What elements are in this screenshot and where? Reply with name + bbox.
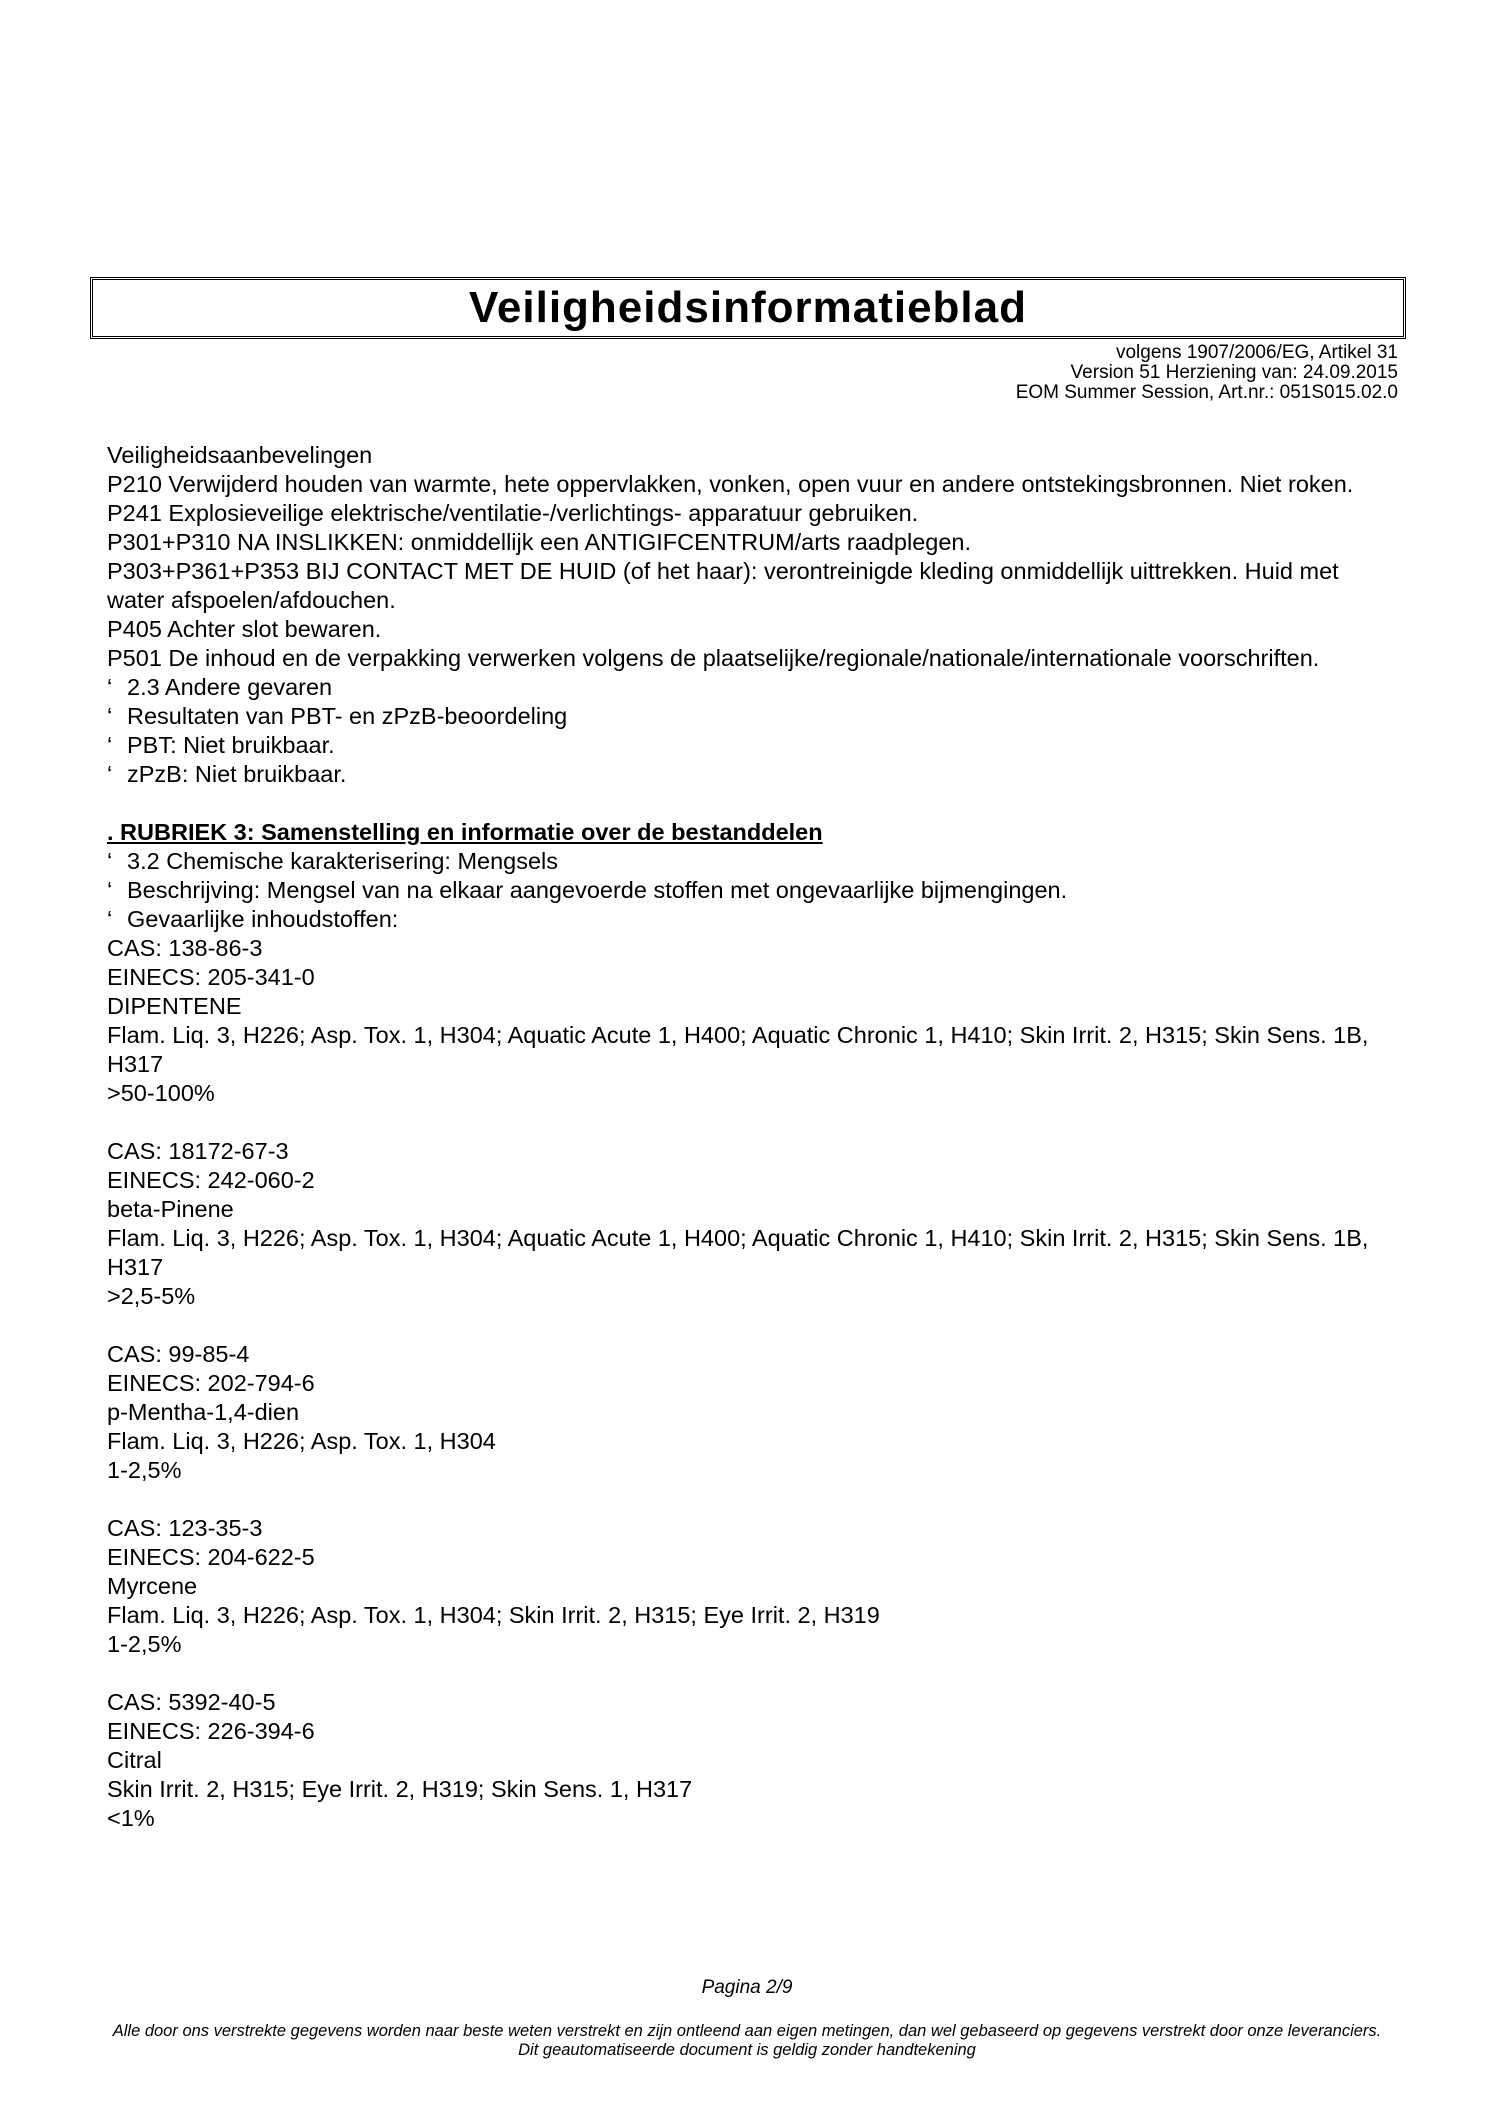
substance-concentration: >2,5-5% xyxy=(107,1283,196,1309)
substance-cas: CAS: 99-85-4 xyxy=(107,1341,250,1367)
substance-name: DIPENTENE xyxy=(107,993,242,1019)
regulation-reference: volgens 1907/2006/EG, Artikel 31 xyxy=(1115,342,1398,363)
substance-entry xyxy=(107,934,1397,1108)
bullet-mark: ‘ xyxy=(107,761,113,787)
substance-entry xyxy=(107,1340,1397,1485)
chemical-characterisation: ‘ 3.2 Chemische karakterisering: Mengsels xyxy=(107,848,559,874)
substance-einecs: EINECS: 204-622-5 xyxy=(107,1544,315,1570)
substance-classification: Flam. Liq. 3, H226; Asp. Tox. 1, H304; Skin Irrit. 2, H315; Eye Irrit. 2, H319 xyxy=(107,1602,880,1628)
bullet-mark: ‘ xyxy=(107,703,113,729)
version-info: Version 51 Herziening van: 24.09.2015 xyxy=(1070,362,1398,383)
substance-cas: CAS: 18172-67-3 xyxy=(107,1138,289,1164)
document-header-meta xyxy=(1016,343,1398,403)
substance-einecs: EINECS: 226-394-6 xyxy=(107,1718,315,1744)
hazardous-ingredients-heading: ‘ Gevaarlijke inhoudstoffen: xyxy=(107,906,399,932)
mixture-description: ‘ Beschrijving: Mengsel van na elkaar aangevoerde stoffen met ongevaarlijke bijmengingen. xyxy=(107,877,1068,903)
substance-entry xyxy=(107,1514,1397,1659)
substance-name: Myrcene xyxy=(107,1573,198,1599)
section-3-heading: . RUBRIEK 3: Samenstelling en informatie over de bestanddelen xyxy=(107,819,823,845)
substance-einecs: EINECS: 242-060-2 xyxy=(107,1167,315,1193)
signature-note: Dit geautomatiseerde document is geldig zonder handtekening xyxy=(518,2041,976,2059)
statement-p501: P501 De inhoud en de verpakking verwerken volgens de plaatselijke/regionale/nationale/internationale voorschriften. xyxy=(107,645,1320,671)
statement-p405: P405 Achter slot bewaren. xyxy=(107,616,382,642)
bullet-mark: ‘ xyxy=(107,906,113,932)
product-info: EOM Summer Session, Art.nr.: 051S015.02.0 xyxy=(1015,382,1398,403)
bullet-mark: ‘ xyxy=(107,732,113,758)
page-number: Pagina 2/9 xyxy=(701,1977,793,1998)
substance-cas: CAS: 123-35-3 xyxy=(107,1515,263,1541)
substance-concentration: <1% xyxy=(107,1805,155,1831)
substance-classification: Flam. Liq. 3, H226; Asp. Tox. 1, H304; Aquatic Acute 1, H400; Aquatic Chronic 1, H410; Skin Irrit. 2, H315; Skin Sens. 1B, H317 xyxy=(107,1022,1375,1077)
disclaimer-text: Alle door ons verstrekte gegevens worden naar beste weten verstrekt en zijn ontleend aan eigen metingen, dan wel gebaseerd op gegevens verstrekt door onze leveranciers. xyxy=(112,2022,1382,2040)
footer-disclaimer xyxy=(110,2022,1384,2060)
pbt-result: ‘ PBT: Niet bruikbaar. xyxy=(107,732,335,758)
substance-einecs: EINECS: 205-341-0 xyxy=(107,964,315,990)
substance-cas: CAS: 138-86-3 xyxy=(107,935,263,961)
statement-p210: P210 Verwijderd houden van warmte, hete oppervlakken, vonken, open vuur en andere ontstekingsbronnen. Niet roken. xyxy=(107,471,1354,497)
document-title-box xyxy=(90,277,1406,339)
zpzb-result: ‘ zPzB: Niet bruikbaar. xyxy=(107,761,347,787)
statement-p241: P241 Explosieveilige elektrische/ventilatie-/verlichtings- apparatuur gebruiken. xyxy=(107,500,919,526)
substance-concentration: 1-2,5% xyxy=(107,1457,182,1483)
document-title: Veiligheidsinformatieblad xyxy=(468,283,1027,332)
pbt-results-heading: ‘ Resultaten van PBT- en zPzB-beoordeling xyxy=(107,703,568,729)
document-body xyxy=(107,441,1397,1833)
bullet-mark: ‘ xyxy=(107,848,113,874)
bullet-mark: ‘ xyxy=(107,674,113,700)
substance-cas: CAS: 5392-40-5 xyxy=(107,1689,276,1715)
statement-p303: P303+P361+P353 BIJ CONTACT MET DE HUID (of het haar): verontreinigde kleding onmiddellijk uittrekken. Huid met water afspoelen/afdouchen. xyxy=(107,558,1346,613)
substance-classification: Flam. Liq. 3, H226; Asp. Tox. 1, H304; Aquatic Acute 1, H400; Aquatic Chronic 1, H410; Skin Irrit. 2, H315; Skin Sens. 1B, H317 xyxy=(107,1225,1375,1280)
other-hazards-heading: ‘ 2.3 Andere gevaren xyxy=(107,674,333,700)
substance-concentration: 1-2,5% xyxy=(107,1631,182,1657)
substance-einecs: EINECS: 202-794-6 xyxy=(107,1370,315,1396)
statement-p301: P301+P310 NA INSLIKKEN: onmiddellijk een ANTIGIFCENTRUM/arts raadplegen. xyxy=(107,529,972,555)
substance-entry xyxy=(107,1688,1397,1833)
bullet-mark: ‘ xyxy=(107,877,113,903)
substance-classification: Flam. Liq. 3, H226; Asp. Tox. 1, H304 xyxy=(107,1428,496,1454)
precautions-heading: Veiligheidsaanbevelingen xyxy=(107,442,373,468)
substance-name: p-Mentha-1,4-dien xyxy=(107,1399,300,1425)
substance-concentration: >50-100% xyxy=(107,1080,215,1106)
substance-name: beta-Pinene xyxy=(107,1196,234,1222)
substance-name: Citral xyxy=(107,1747,162,1773)
substance-entry xyxy=(107,1137,1397,1311)
substance-classification: Skin Irrit. 2, H315; Eye Irrit. 2, H319; Skin Sens. 1, H317 xyxy=(107,1776,693,1802)
